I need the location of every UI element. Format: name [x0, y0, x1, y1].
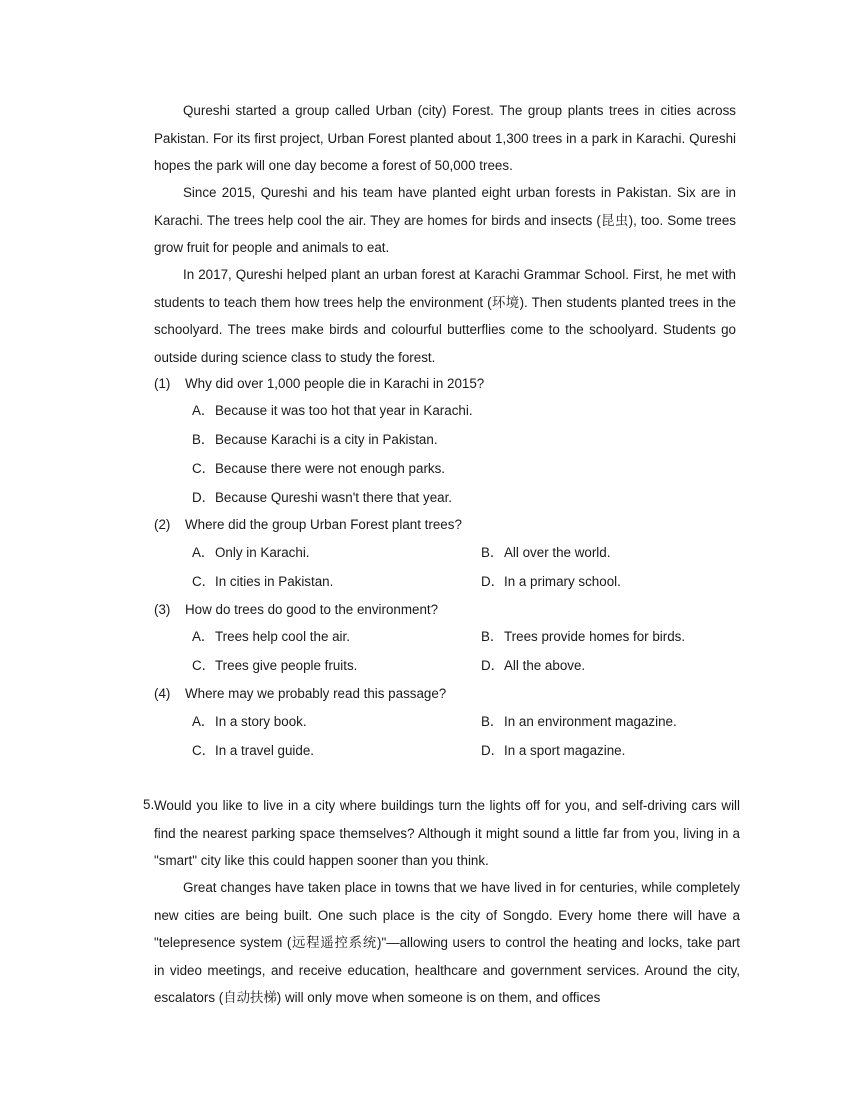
question-text: Where may we probably read this passage? — [185, 686, 447, 701]
option-2c: C．In cities in Pakistan. — [192, 574, 334, 589]
passage4-paragraph-3: In 2017, Qureshi helped plant an urban forest at Karachi Grammar School. First, he met with students to teach them how trees help the environment (环境). Then students planted trees in the schoolyard. The trees make birds and colourful butterflies come to the schoolyard. Students go outside during science class to study the forest. — [154, 267, 736, 365]
question-number: (2) — [154, 517, 171, 532]
option-3a: A．Trees help cool the air. — [192, 629, 350, 644]
passage5-paragraph-1: Would you like to live in a city where buildings turn the lights off for you, and self-driving cars will find the nearest parking space themselves? Although it might sound a little far from you, living in a "smart" city like this could happen sooner than you think. — [154, 798, 740, 868]
question-number: (4) — [154, 686, 171, 701]
option-4d: D．In a sport magazine. — [481, 743, 626, 758]
question-text: Why did over 1,000 people die in Karachi in 2015? — [185, 376, 485, 391]
passage4-paragraph-1: Qureshi started a group called Urban (city) Forest. The group plants trees in cities across Pakistan. For its first project, Urban Forest planted about 1,300 trees in a park in Karachi. Qureshi hopes the park will one day become a forest of 50,000 trees. — [154, 103, 736, 173]
option-4c: C．In a travel guide. — [192, 743, 315, 758]
option-4a: A．In a story book. — [192, 714, 307, 729]
option-1c: C．Because there were not enough parks. — [192, 461, 446, 476]
option-3b: B．Trees provide homes for birds. — [481, 629, 686, 644]
question-1 — [154, 374, 754, 394]
question-number: (1) — [154, 376, 171, 391]
option-1a: A．Because it was too hot that year in Karachi. — [192, 403, 473, 418]
question-3 — [154, 600, 754, 620]
option-3c: C．Trees give people fruits. — [192, 658, 358, 673]
question-text: Where did the group Urban Forest plant trees? — [185, 517, 462, 532]
option-2b: B．All over the world. — [481, 545, 611, 560]
passage5-paragraph-2: Great changes have taken place in towns that we have lived in for centuries, while completely new cities are being built. One such place is the city of Songdo. Every home there will have a "telepresence system (远程遥控系统)"—allowing users to control the heating and locks, take part in video meetings, and receive education, healthcare and government services. Around the city, escalators (自动扶梯) will only move when someone is on them, and offices — [154, 880, 740, 1005]
passage4-paragraph-2: Since 2015, Qureshi and his team have planted eight urban forests in Pakistan. Six are in Karachi. The trees help cool the air. They are homes for birds and insects (昆虫), too. Some trees grow fruit for people and animals to eat. — [154, 185, 736, 255]
option-4b: B．In an environment magazine. — [481, 714, 677, 729]
question-2 — [154, 515, 754, 535]
option-1b: B．Because Karachi is a city in Pakistan. — [192, 432, 438, 447]
passage5-number: 5. — [143, 797, 155, 812]
option-2a: A．Only in Karachi. — [192, 545, 310, 560]
question-4 — [154, 684, 754, 704]
option-1d: D．Because Qureshi wasn't there that year. — [192, 490, 453, 505]
question-text: How do trees do good to the environment? — [185, 602, 439, 617]
option-3d: D．All the above. — [481, 658, 586, 673]
question-number: (3) — [154, 602, 171, 617]
option-2d: D．In a primary school. — [481, 574, 621, 589]
